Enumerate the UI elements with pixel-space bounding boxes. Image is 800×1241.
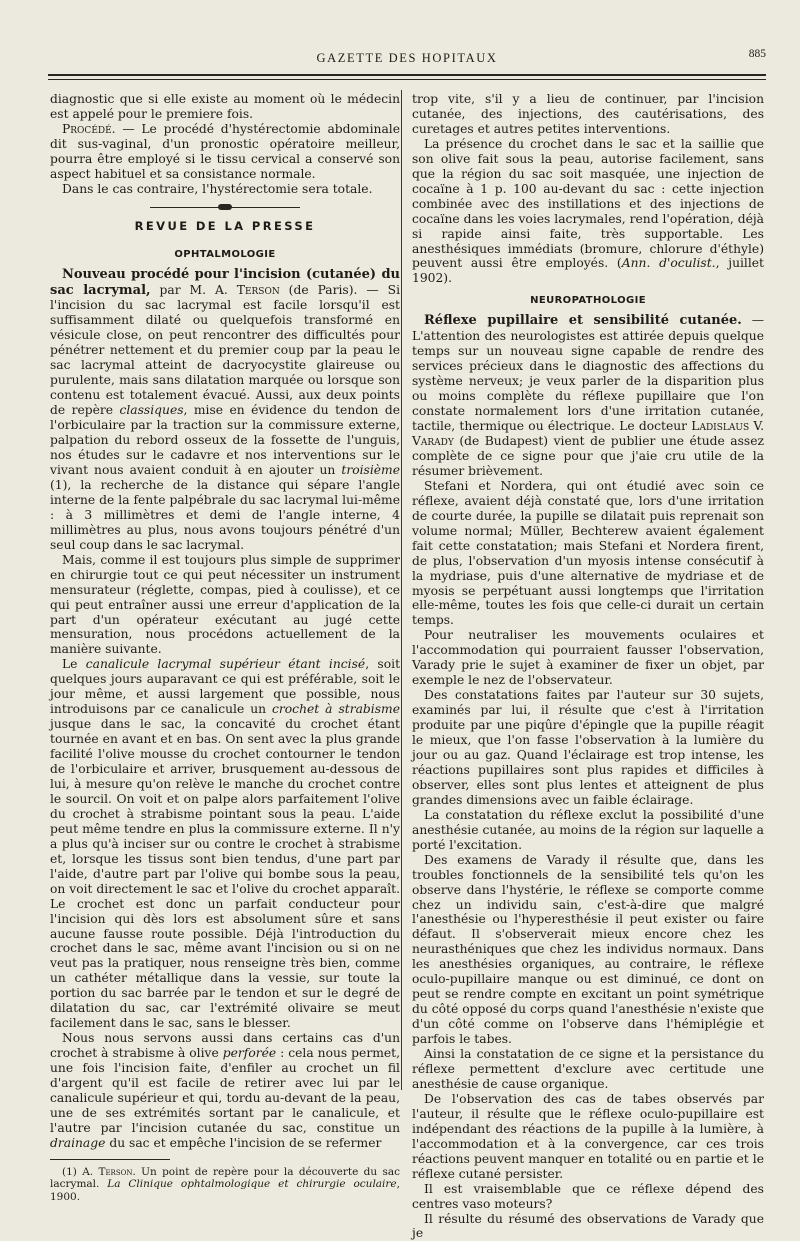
nous-rest: du sac et empêche l'incision de se refermer xyxy=(105,1135,382,1150)
canalicule-mid: , soit quelques jours auparavant ce qui est préférable, soit le jour même, et aussi largement que possible, nous introduisons par ce canalicule un xyxy=(50,657,401,717)
paragraph-tabes: De l'observation des cas de tabes observés par l'auteur, il résulte que le réflexe oculo-pupillaire est indépendant des réactions de la pupille à la lumière, à l'accommodation et à la convergence, car ces trois réactions peuvent manquer en totalité ou en partie et le réflexe cutané persister. xyxy=(412,1091,764,1181)
paragraph-procede xyxy=(50,122,400,182)
article-emphasis-2: troisième xyxy=(341,462,400,477)
article-body-3: (1), la recherche de la distance qui sépare l'angle interne de la fente palpébrale du sac lacrymal lui-même : à 3 millimètres et demi de l'angle interne, 4 millimètres au plus, nous avons toujours pénétré d'un seul coup dans le sac lacrymal. xyxy=(50,477,400,552)
footnote xyxy=(50,1166,400,1204)
right-column xyxy=(412,92,764,1241)
footnote-text: . Un point de repère pour la découverte du sac lacrymal. xyxy=(50,1165,400,1191)
paragraph-presence xyxy=(412,137,764,287)
paragraph-vraisemblable: Il est vraisemblable que ce réflexe dépend des centres vaso moteurs? xyxy=(412,1181,764,1211)
canalicule-pre: Le xyxy=(62,657,86,672)
footnote-author: Terson xyxy=(98,1165,133,1178)
reflexe-pre: — L'attention des neurologistes est attirée depuis quelque temps sur un nouveau signe capable de rendre des services précieux dans le diagnostic des affections du système nerveux; je veux parler de la disparition plus ou moins complète du réflexe pupillaire que l'on constate normalement lors d'une irritation cutanée, tactile, thermique ou électrique. Le docteur xyxy=(412,313,764,434)
paragraph-constatations: Des constatations faites par l'auteur sur 30 sujets, examinés par lui, il résulte que c'est à l'irritation produite par une piqûre d'épingle que la pupille réagit le mieux, que l'on fasse l'observation à la lumière du jour ou au gaz. Quand l'éclairage est trop intense, les réactions pupillaires sont plus rapides et difficiles à observer, elles sont plus lentes et atteignent de plus grandes dimensions avec un faible éclairage. xyxy=(412,688,764,807)
column-separator xyxy=(401,90,402,1090)
paragraph-stefani: Stefani et Nordera, qui ont étudié avec soin ce réflexe, avaient déjà constaté que, lors d'une irritation de courte durée, la pupille se dilatait puis reprenait son volume normal; Müller, Bechterew avaient également fait cette constatation; mais Stefani et Nordera firent, de plus, l'observation d'un myosis intense consécutif à la mydriase, puis d'une alternative de mydriase et de myosis se perpétuant aussi longtemps que l'irritation elle-même, toutes les fois que celle-ci durait un certain temps. xyxy=(412,478,764,628)
presence-text: La présence du crochet dans le sac et la saillie que son olive fait sous la peau, autorise facilement, sans que la région du sac soit masquée, une injection de cocaïne à 1 p. 100 au-devant du sac : cette injection combinée avec des instillations et des injections de cocaïne dans les voies lacrymales, rend l'opération, déjà si rapide ainsi faite, très supportable. Les anesthésiques immédiats (bromure, chlorure d'éthyle) peuvent aussi être employés. ( xyxy=(412,136,764,271)
procede-label: Procédé. xyxy=(62,121,116,136)
header-rule-thin xyxy=(48,79,766,80)
nous-mid: : cela nous permet, une fois l'incision faite, d'enfiler au crochet un fil d'argent qu'il est facile de retirer avec lui par le canalicule supérieur et qui, tordu au-devant de la peau, une de ses extrémités sortant par le canalicule, et l'autre par l'incision cutanée du sac, constitue un xyxy=(50,1046,400,1135)
footnote-pre: (1) A. xyxy=(62,1165,99,1178)
article-author: Terson xyxy=(236,282,280,297)
section-heading-ophtalmologie: OPHTALMOLOGIE xyxy=(174,248,276,260)
page-header xyxy=(48,46,766,86)
article-author-pre: par M. A. xyxy=(150,282,237,297)
paragraph-constatation-reflexe: La constatation du réflexe exclut la possibilité d'une anesthésie cutanée, au moins de la région sur laquelle a porté l'excitation. xyxy=(412,807,764,852)
paragraph-pour-neutraliser: Pour neutraliser les mouvements oculaires et l'accommodation qui pourraient fausser l'observation, Varady prie le sujet à examiner de fixer un objet, par exemple le nez de l'observateur. xyxy=(412,628,764,688)
paragraph-trop-vite: trop vite, s'il y a lieu de continuer, par l'incision cutanée, des injections, des cautérisations, des curetages et autres petites interventions. xyxy=(412,92,764,136)
footnote-year: , 1900. xyxy=(50,1178,400,1203)
journal-title: GAZETTE DES HOPITAUX xyxy=(316,51,498,65)
paragraph-canalicule xyxy=(50,657,400,1031)
procede-text: — Le procédé d'hystérectomie abdominale dit sus-vaginal, d'un pronostic opératoire meilleur, pourra être employé si le tissu cervical a conservé son aspect habituel et sa consistance normale. xyxy=(50,121,400,181)
footnote-journal: La Clinique ophtalmologique et chirurgie oculaire xyxy=(107,1178,397,1191)
canalicule-emphasis-2: crochet à strabisme xyxy=(272,702,400,717)
canalicule-rest: jusque dans le sac, la concavité du crochet étant tournée en avant et en bas. On sent avec la plus grande facilité l'olive mousse du crochet contourner le tendon de l'orbiculaire et arriver, brusquement au-dessous de lui, à mesure qu'on relève le manche du crochet contre le sourcil. On voit et on palpe alors parfaitement l'olive du crochet à strabisme pointant sous la peau. L'aide peut même tendre en plus la commissure externe. Il n'y a plus qu'à inciser sur ou contre le crochet à strabisme et, lorsque les tissus sont bien tendus, d'une part par l'aide, d'autre part par l'olive qui bombe sous la peau, on voit directement le sac et l'olive du crochet apparaît. Le crochet est donc un parfait conducteur pour l'incision qui dès lors est absolument sûre et sans aucune fausse route possible. Déjà l'introduction du crochet dans le sac, même avant l'incision ou si on ne veut pas la pratiquer, nous renseigne très bien, comme un cathéter métallique dans la vessie, sur toute la portion du sac barrée par le tendon et sur le degré de dilatation du sac, car l'extrémité olivaire se meut facilement dans le sac, sans le blesser. xyxy=(50,717,400,1031)
nous-pre: Nous nous servons aussi dans certains cas d'un crochet à strabisme à olive xyxy=(50,1031,400,1061)
article-body-1: (de Paris). — Si l'incision du sac lacrymal est facile lorsqu'il est suffisamment dilaté ou quelquefois transformé en vésicule close, on peut rencontrer des difficultés pour pénétrer nettement et du premier coup par la peau le sac lacrymal atteint de dacryocystite glaireuse ou purulente, mais sans dilatation marquée ou lorsque son contenu est totalement évacué. Aussi, aux deux points de repère xyxy=(50,282,401,418)
presence-end: , juillet 1902). xyxy=(412,256,764,286)
paragraph-resulte: Il résulte du résumé des observations de Varady que je xyxy=(412,1211,764,1241)
article-reflexe xyxy=(412,313,764,478)
ornament-dot xyxy=(218,204,232,210)
section-heading-neuropathologie: NEUROPATHOLOGIE xyxy=(530,295,646,307)
paragraph-cas-contraire: Dans le cas contraire, l'hystérectomie sera totale. xyxy=(62,181,373,196)
paragraph-examens: Des examens de Varady il résulte que, dans les troubles fonctionnels de la sensibilité tels qu'on les observe dans l'hystérie, le réflexe se comporte comme chez un individu sain, c'est-à-dire que malgré l'anesthésie ou l'hyperesthésie il peut exister ou faire défaut. Il s'observerait mieux encore chez les neurasthéniques que chez les individus normaux. Dans les anesthésies organiques, au contraire, le réflexe oculo-pupillaire manque ou est diminué, ce dont on peut se rendre compte en excitant un point symétrique du côté opposé du corps quand l'anesthésie n'existe que d'un côté comme on l'observe dans l'hémiplégie et parfois le tabes. xyxy=(412,852,764,1047)
paragraph-mais: Mais, comme il est toujours plus simple de supprimer en chirurgie tout ce qui peut nécessiter un instrument mensurateur (réglette, compas, pied à coulisse), et ce qui peut entraîner aussi une erreur d'application de la part d'un opérateur exécutant au jugé cette mensuration, nous procédons actuellement de la manière suivante. xyxy=(50,552,400,657)
paragraph-intro: diagnostic que si elle existe au moment où le médecin est appelé pour le premiere fois. xyxy=(50,92,400,121)
article-body-2: , mise en évidence du tendon de l'orbiculaire par la traction sur la commissure externe, palpation du rebord osseux de la fossette de l'unguis, nos études sur le cadavre et nos interventions sur le vivant nous avaient conduit à en ajouter un xyxy=(50,403,400,477)
presence-citation: Ann. d'oculist. xyxy=(621,256,716,271)
nous-emphasis-1: perforée xyxy=(222,1046,277,1061)
canalicule-emphasis-1: canalicule lacrymal supérieur étant incisé xyxy=(85,657,366,672)
section-ornament xyxy=(50,203,400,211)
paragraph-ainsi: Ainsi la constatation de ce signe et la persistance du réflexe permettent d'exclure avec certitude une anesthésie de cause organique. xyxy=(412,1047,764,1091)
rubric-heading: REVUE DE LA PRESSE xyxy=(134,218,316,233)
nous-emphasis-2: drainage xyxy=(50,1135,106,1150)
article-emphasis-1: classiques xyxy=(119,403,184,418)
article-terson xyxy=(50,267,400,553)
reflexe-title: Réflexe pupillaire et sensibilité cutanée. xyxy=(424,313,742,329)
left-column xyxy=(50,92,400,1203)
paragraph-nous-servons xyxy=(50,1031,400,1151)
article-title: Nouveau procédé pour l'incision (cutanée) du sac lacrymal, xyxy=(50,266,400,298)
header-rule-thick xyxy=(48,74,766,76)
reflexe-author: Ladislaus V. Varady xyxy=(412,419,764,448)
page-number: 885 xyxy=(748,48,766,60)
reflexe-post: (de Budapest) vient de publier une étude assez complète de ce signe pour que j'aie cru utile de la résumer brièvement. xyxy=(412,433,764,478)
footnote-rule xyxy=(50,1159,170,1160)
